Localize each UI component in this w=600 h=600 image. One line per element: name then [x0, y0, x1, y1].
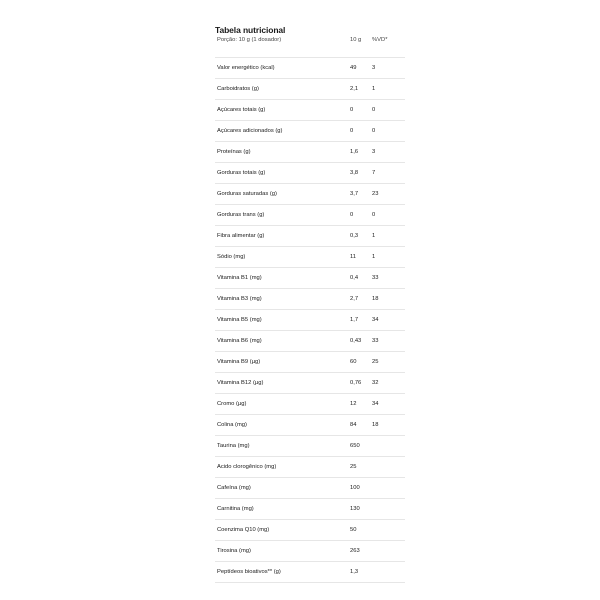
nutrient-label: Vitamina B3 (mg): [217, 296, 262, 302]
table-row: [215, 205, 405, 226]
table-row: [215, 247, 405, 268]
table-row: [215, 163, 405, 184]
serving-size: Porção: 10 g (1 dosador): [217, 37, 282, 43]
table-row: [215, 436, 405, 457]
nutrient-label: Colina (mg): [217, 422, 247, 428]
table-row: [215, 226, 405, 247]
table-row: [215, 121, 405, 142]
table-row: [215, 100, 405, 121]
nutrient-amount: 0,4: [350, 275, 359, 281]
nutrient-label: Gorduras saturadas (g): [217, 191, 277, 197]
nutrient-daily-value: 3: [372, 149, 376, 155]
nutrient-amount: 3,7: [350, 191, 359, 197]
table-row: [215, 499, 405, 520]
nutrient-label: Carnitina (mg): [217, 506, 254, 512]
nutrient-amount: 60: [350, 359, 357, 365]
table-row: [215, 352, 405, 373]
table-header: [215, 36, 405, 58]
table-row: [215, 268, 405, 289]
nutrient-label: Cromo (µg): [217, 401, 247, 407]
table-row: [215, 415, 405, 436]
table-row: [215, 289, 405, 310]
nutrient-label: Vitamina B5 (mg): [217, 317, 262, 323]
nutrient-daily-value: 25: [372, 359, 379, 365]
nutrient-amount: 1,7: [350, 317, 359, 323]
nutrient-label: Proteínas (g): [217, 149, 251, 155]
nutrient-daily-value: 0: [372, 128, 376, 134]
nutrient-amount: 100: [350, 485, 360, 491]
table-row: [215, 562, 405, 583]
nutrition-table: [215, 24, 405, 583]
nutrient-label: Coenzima Q10 (mg): [217, 527, 270, 533]
dv-column-header: %VD*: [372, 37, 388, 43]
table-row: [215, 331, 405, 352]
table-row: [215, 373, 405, 394]
nutrient-amount: 0,3: [350, 233, 359, 239]
nutrient-label: Gorduras trans (g): [217, 212, 265, 218]
nutrient-daily-value: 34: [372, 401, 379, 407]
nutrient-amount: 0: [350, 128, 354, 134]
nutrient-daily-value: 18: [372, 296, 379, 302]
table-row: [215, 478, 405, 499]
nutrient-amount: 0,43: [350, 338, 362, 344]
nutrient-daily-value: 18: [372, 422, 379, 428]
nutrient-amount: 0: [350, 107, 354, 113]
nutrient-label: Vitamina B9 (µg): [217, 359, 261, 365]
table-row: [215, 79, 405, 100]
nutrient-label: Peptídeos bioativos** (g): [217, 569, 281, 575]
nutrient-amount: 263: [350, 548, 360, 554]
table-title: Tabela nutricional: [215, 25, 286, 35]
nutrient-label: Vitamina B1 (mg): [217, 275, 262, 281]
nutrient-amount: 1,3: [350, 569, 359, 575]
nutrient-label: Valor energético (kcal): [217, 65, 275, 71]
nutrient-daily-value: 0: [372, 107, 376, 113]
nutrient-daily-value: 1: [372, 233, 376, 239]
nutrient-amount: 2,1: [350, 86, 359, 92]
table-row: [215, 457, 405, 478]
nutrient-label: Açúcares adicionados (g): [217, 128, 283, 134]
nutrient-daily-value: 23: [372, 191, 379, 197]
nutrient-amount: 650: [350, 443, 360, 449]
nutrient-daily-value: 33: [372, 275, 379, 281]
nutrient-daily-value: 1: [372, 86, 376, 92]
nutrient-daily-value: 34: [372, 317, 379, 323]
nutrient-amount: 1,6: [350, 149, 359, 155]
amount-column-header: 10 g: [350, 37, 362, 43]
nutrient-label: Gorduras totais (g): [217, 170, 266, 176]
nutrient-label: Açúcares totais (g): [217, 107, 266, 113]
nutrient-label: Vitamina B12 (µg): [217, 380, 264, 386]
nutrient-label: Vitamina B6 (mg): [217, 338, 262, 344]
table-row: [215, 394, 405, 415]
nutrient-amount: 12: [350, 401, 357, 407]
table-row: [215, 520, 405, 541]
nutrient-daily-value: 7: [372, 170, 376, 176]
table-row: [215, 541, 405, 562]
nutrient-amount: 0,76: [350, 380, 362, 386]
nutrient-daily-value: 33: [372, 338, 379, 344]
table-row: [215, 184, 405, 205]
nutrient-amount: 0: [350, 212, 354, 218]
nutrient-label: Fibra alimentar (g): [217, 233, 265, 239]
table-body: [215, 58, 405, 583]
nutrient-amount: 130: [350, 506, 360, 512]
table-row: [215, 310, 405, 331]
nutrient-amount: 50: [350, 527, 357, 533]
nutrient-amount: 11: [350, 254, 357, 260]
nutrient-label: Carboidratos (g): [217, 86, 259, 92]
nutrient-amount: 3,8: [350, 170, 359, 176]
nutrient-amount: 25: [350, 464, 357, 470]
nutrient-label: Cafeína (mg): [217, 485, 251, 491]
nutrient-daily-value: 1: [372, 254, 376, 260]
nutrient-label: Tirosina (mg): [217, 548, 251, 554]
nutrient-daily-value: 0: [372, 212, 376, 218]
nutrient-label: Acido clorogênico (mg): [217, 464, 277, 470]
nutrient-label: Taurina (mg): [217, 443, 250, 449]
nutrient-daily-value: 32: [372, 380, 379, 386]
nutrient-daily-value: 3: [372, 65, 376, 71]
table-row: [215, 58, 405, 79]
nutrient-amount: 49: [350, 65, 357, 71]
nutrient-label: Sódio (mg): [217, 254, 246, 260]
nutrient-amount: 84: [350, 422, 357, 428]
table-row: [215, 142, 405, 163]
nutrient-amount: 2,7: [350, 296, 359, 302]
